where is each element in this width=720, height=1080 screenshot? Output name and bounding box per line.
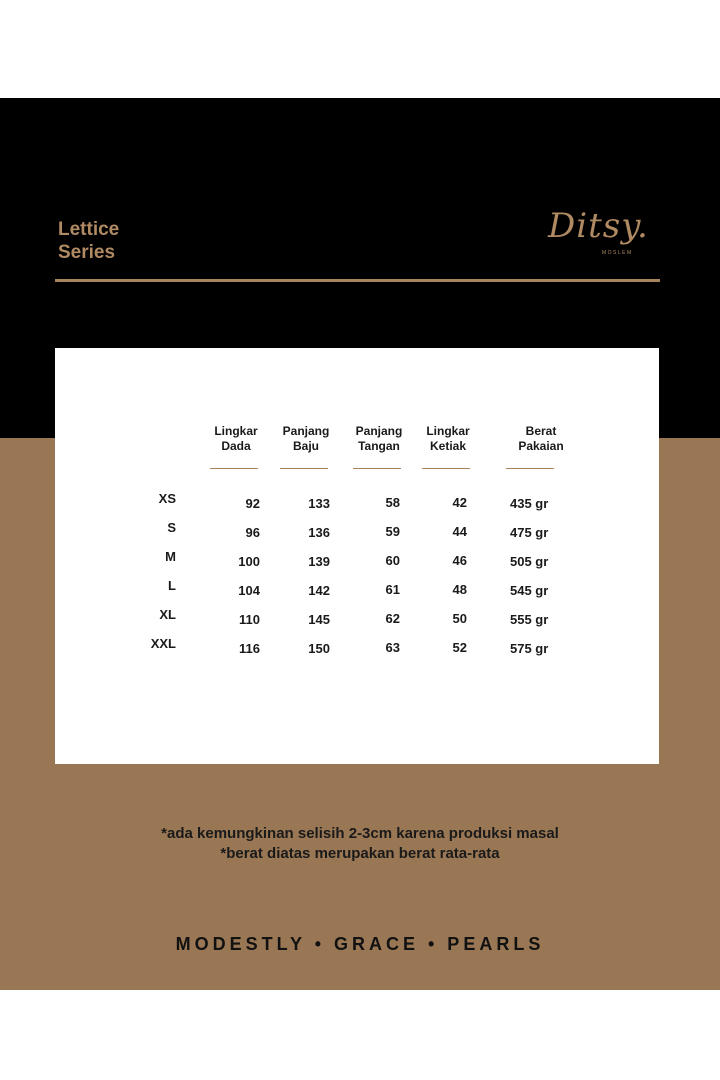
value-tangan: 60 xyxy=(385,553,400,568)
header-underline xyxy=(353,468,401,469)
value-berat: 545 gr xyxy=(510,583,549,598)
header-text: Pakaian xyxy=(518,439,564,453)
size-chart-card xyxy=(55,348,659,764)
header-text: Baju xyxy=(292,439,319,453)
value-dada: 116 xyxy=(239,641,260,656)
value-tangan: 62 xyxy=(385,611,400,626)
value-berat: 575 gr xyxy=(510,641,549,656)
value-ketiak: 42 xyxy=(452,495,467,510)
size-label: S xyxy=(167,520,176,535)
brand-logo xyxy=(540,206,670,268)
series-title-line2: Series xyxy=(58,242,116,263)
header-text: Dada xyxy=(221,439,251,453)
value-tangan: 63 xyxy=(385,640,400,655)
value-tangan: 58 xyxy=(385,495,400,510)
value-ketiak: 48 xyxy=(452,582,467,597)
value-dada: 110 xyxy=(239,612,260,627)
value-berat: 555 gr xyxy=(510,612,549,627)
header-text: Lingkar xyxy=(426,424,470,438)
header-underline xyxy=(210,468,258,469)
brand-logo-text: Ditsy. xyxy=(548,206,649,246)
value-baju: 142 xyxy=(308,583,330,598)
header-lingkar-ketiak xyxy=(403,424,493,454)
value-tangan: 59 xyxy=(385,524,400,539)
header-text: Panjang xyxy=(282,424,330,438)
value-ketiak: 44 xyxy=(452,524,467,539)
note-average-weight: *berat diatas merupakan berat rata-rata xyxy=(220,845,500,862)
size-label: XL xyxy=(159,607,176,622)
value-baju: 136 xyxy=(308,525,330,540)
size-label: XS xyxy=(158,491,176,506)
value-baju: 139 xyxy=(308,554,330,569)
header-text: Panjang xyxy=(355,424,403,438)
header-underline xyxy=(280,468,328,469)
gold-divider xyxy=(55,279,660,282)
header-underline xyxy=(506,468,554,469)
header-text: Tangan xyxy=(358,439,400,453)
value-baju: 150 xyxy=(308,641,330,656)
value-dada: 100 xyxy=(238,554,260,569)
size-label: XXL xyxy=(150,636,176,651)
series-title xyxy=(58,218,258,264)
size-label: L xyxy=(168,578,176,593)
value-berat: 475 gr xyxy=(510,525,549,540)
value-dada: 92 xyxy=(245,496,260,511)
note-size-tolerance: *ada kemungkinan selisih 2-3cm karena produksi masal xyxy=(161,825,559,842)
header-text: Berat xyxy=(525,424,557,438)
value-ketiak: 50 xyxy=(452,611,467,626)
series-title-line1: Lettice xyxy=(58,219,120,240)
header-berat-pakaian xyxy=(496,424,586,454)
header-text: Ketiak xyxy=(429,439,467,453)
size-label: M xyxy=(165,549,176,564)
header-text: Lingkar xyxy=(214,424,258,438)
value-berat: 505 gr xyxy=(510,554,549,569)
value-dada: 96 xyxy=(245,525,260,540)
value-baju: 145 xyxy=(308,612,330,627)
value-berat: 435 gr xyxy=(510,496,549,511)
value-tangan: 61 xyxy=(385,582,400,597)
brand-tagline: MODESTLY • GRACE • PEARLS xyxy=(175,934,545,954)
value-ketiak: 46 xyxy=(452,553,467,568)
brand-logo-subtext: MOSLEM xyxy=(602,250,633,256)
header-underline xyxy=(422,468,470,469)
value-ketiak: 52 xyxy=(452,640,467,655)
value-baju: 133 xyxy=(308,496,330,511)
value-dada: 104 xyxy=(238,583,260,598)
